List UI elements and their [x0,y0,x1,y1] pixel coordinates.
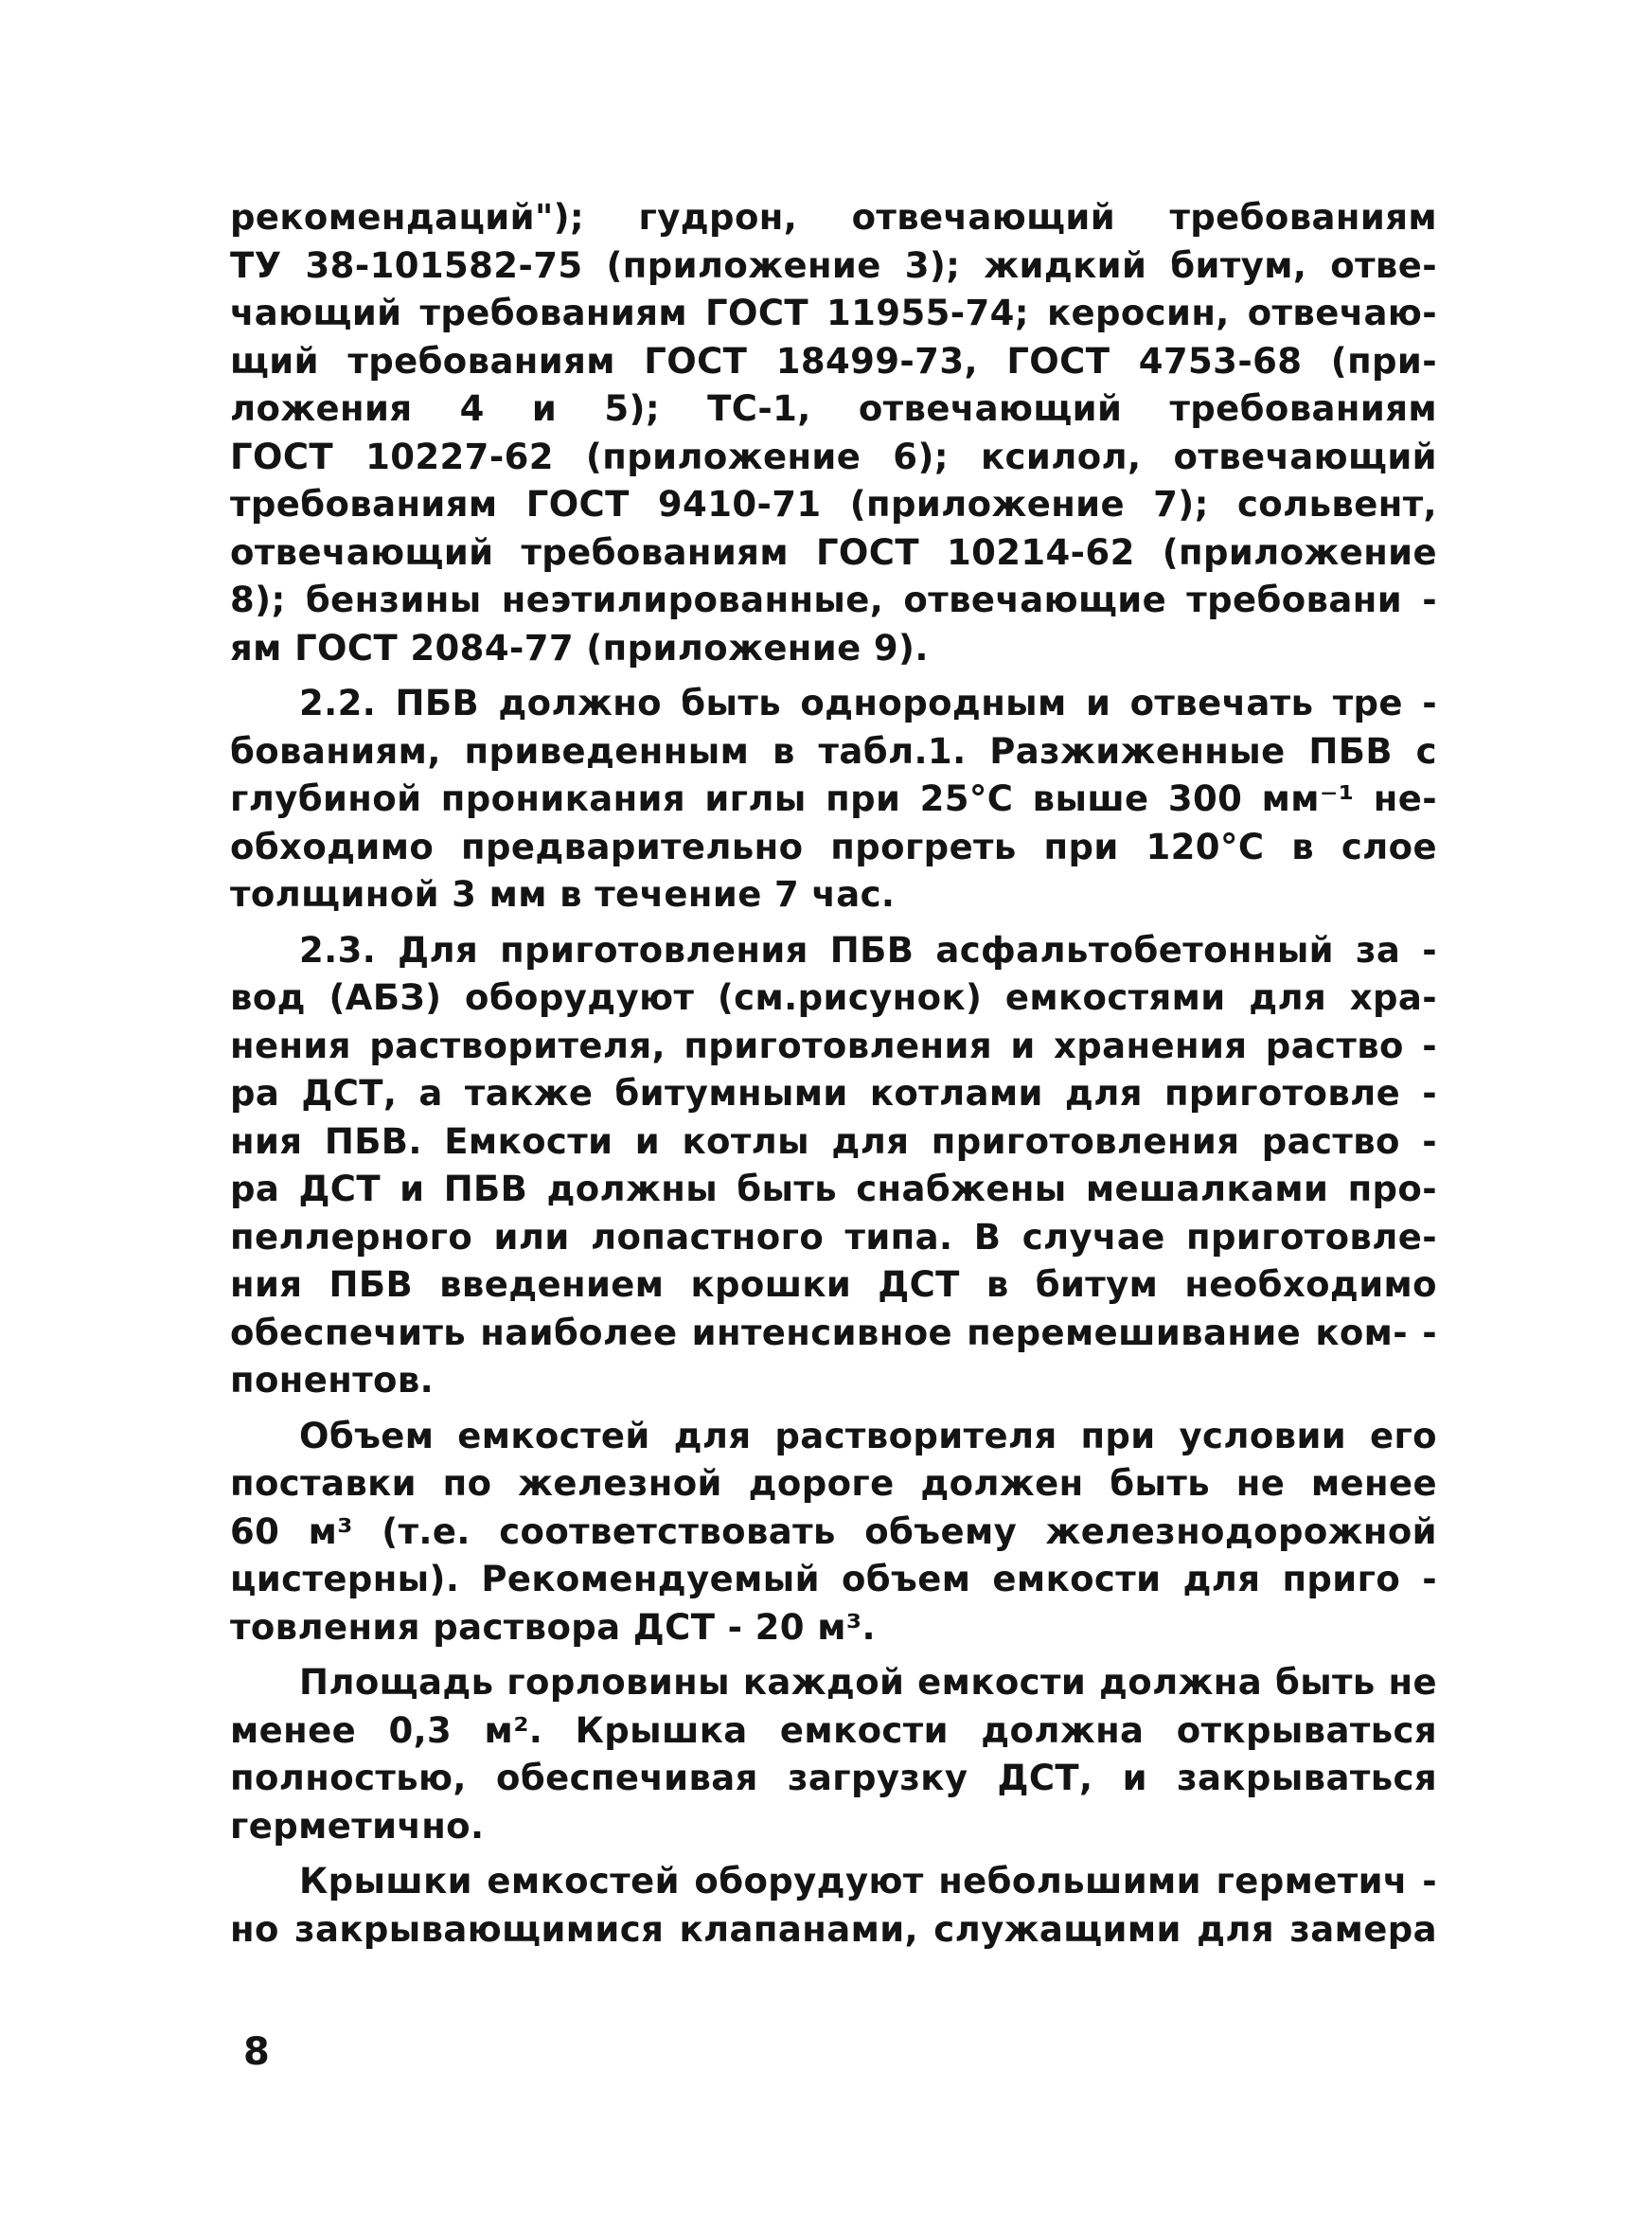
text-line: Крышки емкостей оборудуют небольшими герметич - [299,1861,1437,1902]
text-line: рекомендаций"); гудрон, отвечающий требованиям [230,197,1437,238]
page-number: 8 [243,2030,270,2074]
text-line: цистерны). Рекомендуемый объем емкости для приго - [230,1559,1437,1599]
paragraph-2-1-continuation [230,194,1437,672]
text-line: глубиной проникания иглы при 25°С выше 300 мм⁻¹ не- [230,778,1437,819]
text-line: обеспечить наиболее интенсивное перемешивание ком- - [230,1312,1437,1353]
text-line: вод (АБЗ) оборудуют (см.рисунок) емкостями для хра- [230,977,1437,1018]
text-line: ния ПБВ. Емкости и котлы для приготовления раство - [230,1120,1437,1162]
text-line: 60 м³ (т.е. соответствовать объему железнодорожной [230,1510,1437,1552]
paragraph-gap [230,1652,1437,1659]
text-line: ложения 4 и 5); ТС-1, отвечающий требованиям [230,388,1437,429]
text-line: 2.2. ПБВ должно быть однородным и отвечать тре - [299,683,1437,723]
text-line: ям ГОСТ 2084-77 (приложение 9). [230,627,929,669]
text-line: Объем емкостей для растворителя при условии его [299,1415,1437,1456]
text-line: ра ДСТ, а также битумными котлами для приготовле - [230,1073,1437,1114]
text-line: товления раствора ДСТ - 20 м³. [230,1606,876,1648]
paragraph-lids [230,1858,1437,1954]
text-line: 2.3. Для приготовления ПБВ асфальтобетонный за - [299,929,1437,971]
text-line: отвечающий требованиям ГОСТ 10214-62 (приложение [230,531,1437,573]
text-line: полностью, обеспечивая загрузку ДСТ, и закрываться [230,1758,1437,1798]
text-line: ТУ 38-101582-75 (приложение 3); жидкий битум, отве- [230,244,1437,286]
text-line: бованиям, приведенным в табл.1. Разжиженные ПБВ с [230,730,1437,772]
text-line: чающий требованиям ГОСТ 11955-74; керосин, отвечаю- [230,293,1437,333]
paragraph-gap [230,1850,1437,1858]
text-line: 8); бензины неэтилированные, отвечающие требовани - [230,580,1437,620]
paragraph-2-2 [230,680,1437,920]
paragraph-gap [230,672,1437,680]
paragraph-gap [230,920,1437,927]
text-line: поставки по железной дороге должен быть не менее [230,1463,1437,1504]
paragraph-gap [230,1405,1437,1413]
text-line: обходимо предварительно прогреть при 120°С в слое [230,826,1437,867]
text-line: толщиной 3 мм в течение 7 час. [230,874,896,915]
text-line: щий требованиям ГОСТ 18499-73, ГОСТ 4753-68 (при- [230,340,1437,382]
text-line: пеллерного или лопастного типа. В случае приготовле- [230,1216,1437,1258]
body-text [230,194,1437,1954]
text-line: герметично. [230,1805,485,1847]
paragraph-2-3 [230,927,1437,1405]
text-line: требованиям ГОСТ 9410-71 (приложение 7); сольвент, [230,484,1437,525]
text-line: ГОСТ 10227-62 (приложение 6); ксилол, отвечающий [230,436,1437,477]
text-line: Площадь горловины каждой емкости должна быть не [299,1662,1437,1703]
paragraph-hatch-area [230,1659,1437,1850]
text-line: ния ПБВ введением крошки ДСТ в битум необходимо [230,1264,1437,1305]
text-line: ра ДСТ и ПБВ должны быть снабжены мешалками про- [230,1169,1437,1209]
paragraph-tank-volume [230,1413,1437,1652]
text-line: нения растворителя, приготовления и хранения раство - [230,1025,1437,1066]
text-line: понентов. [230,1360,435,1401]
text-line: менее 0,3 м². Крышка емкости должна открываться [230,1709,1437,1751]
text-line: но закрывающимися клапанами, служащими для замера [230,1908,1437,1950]
